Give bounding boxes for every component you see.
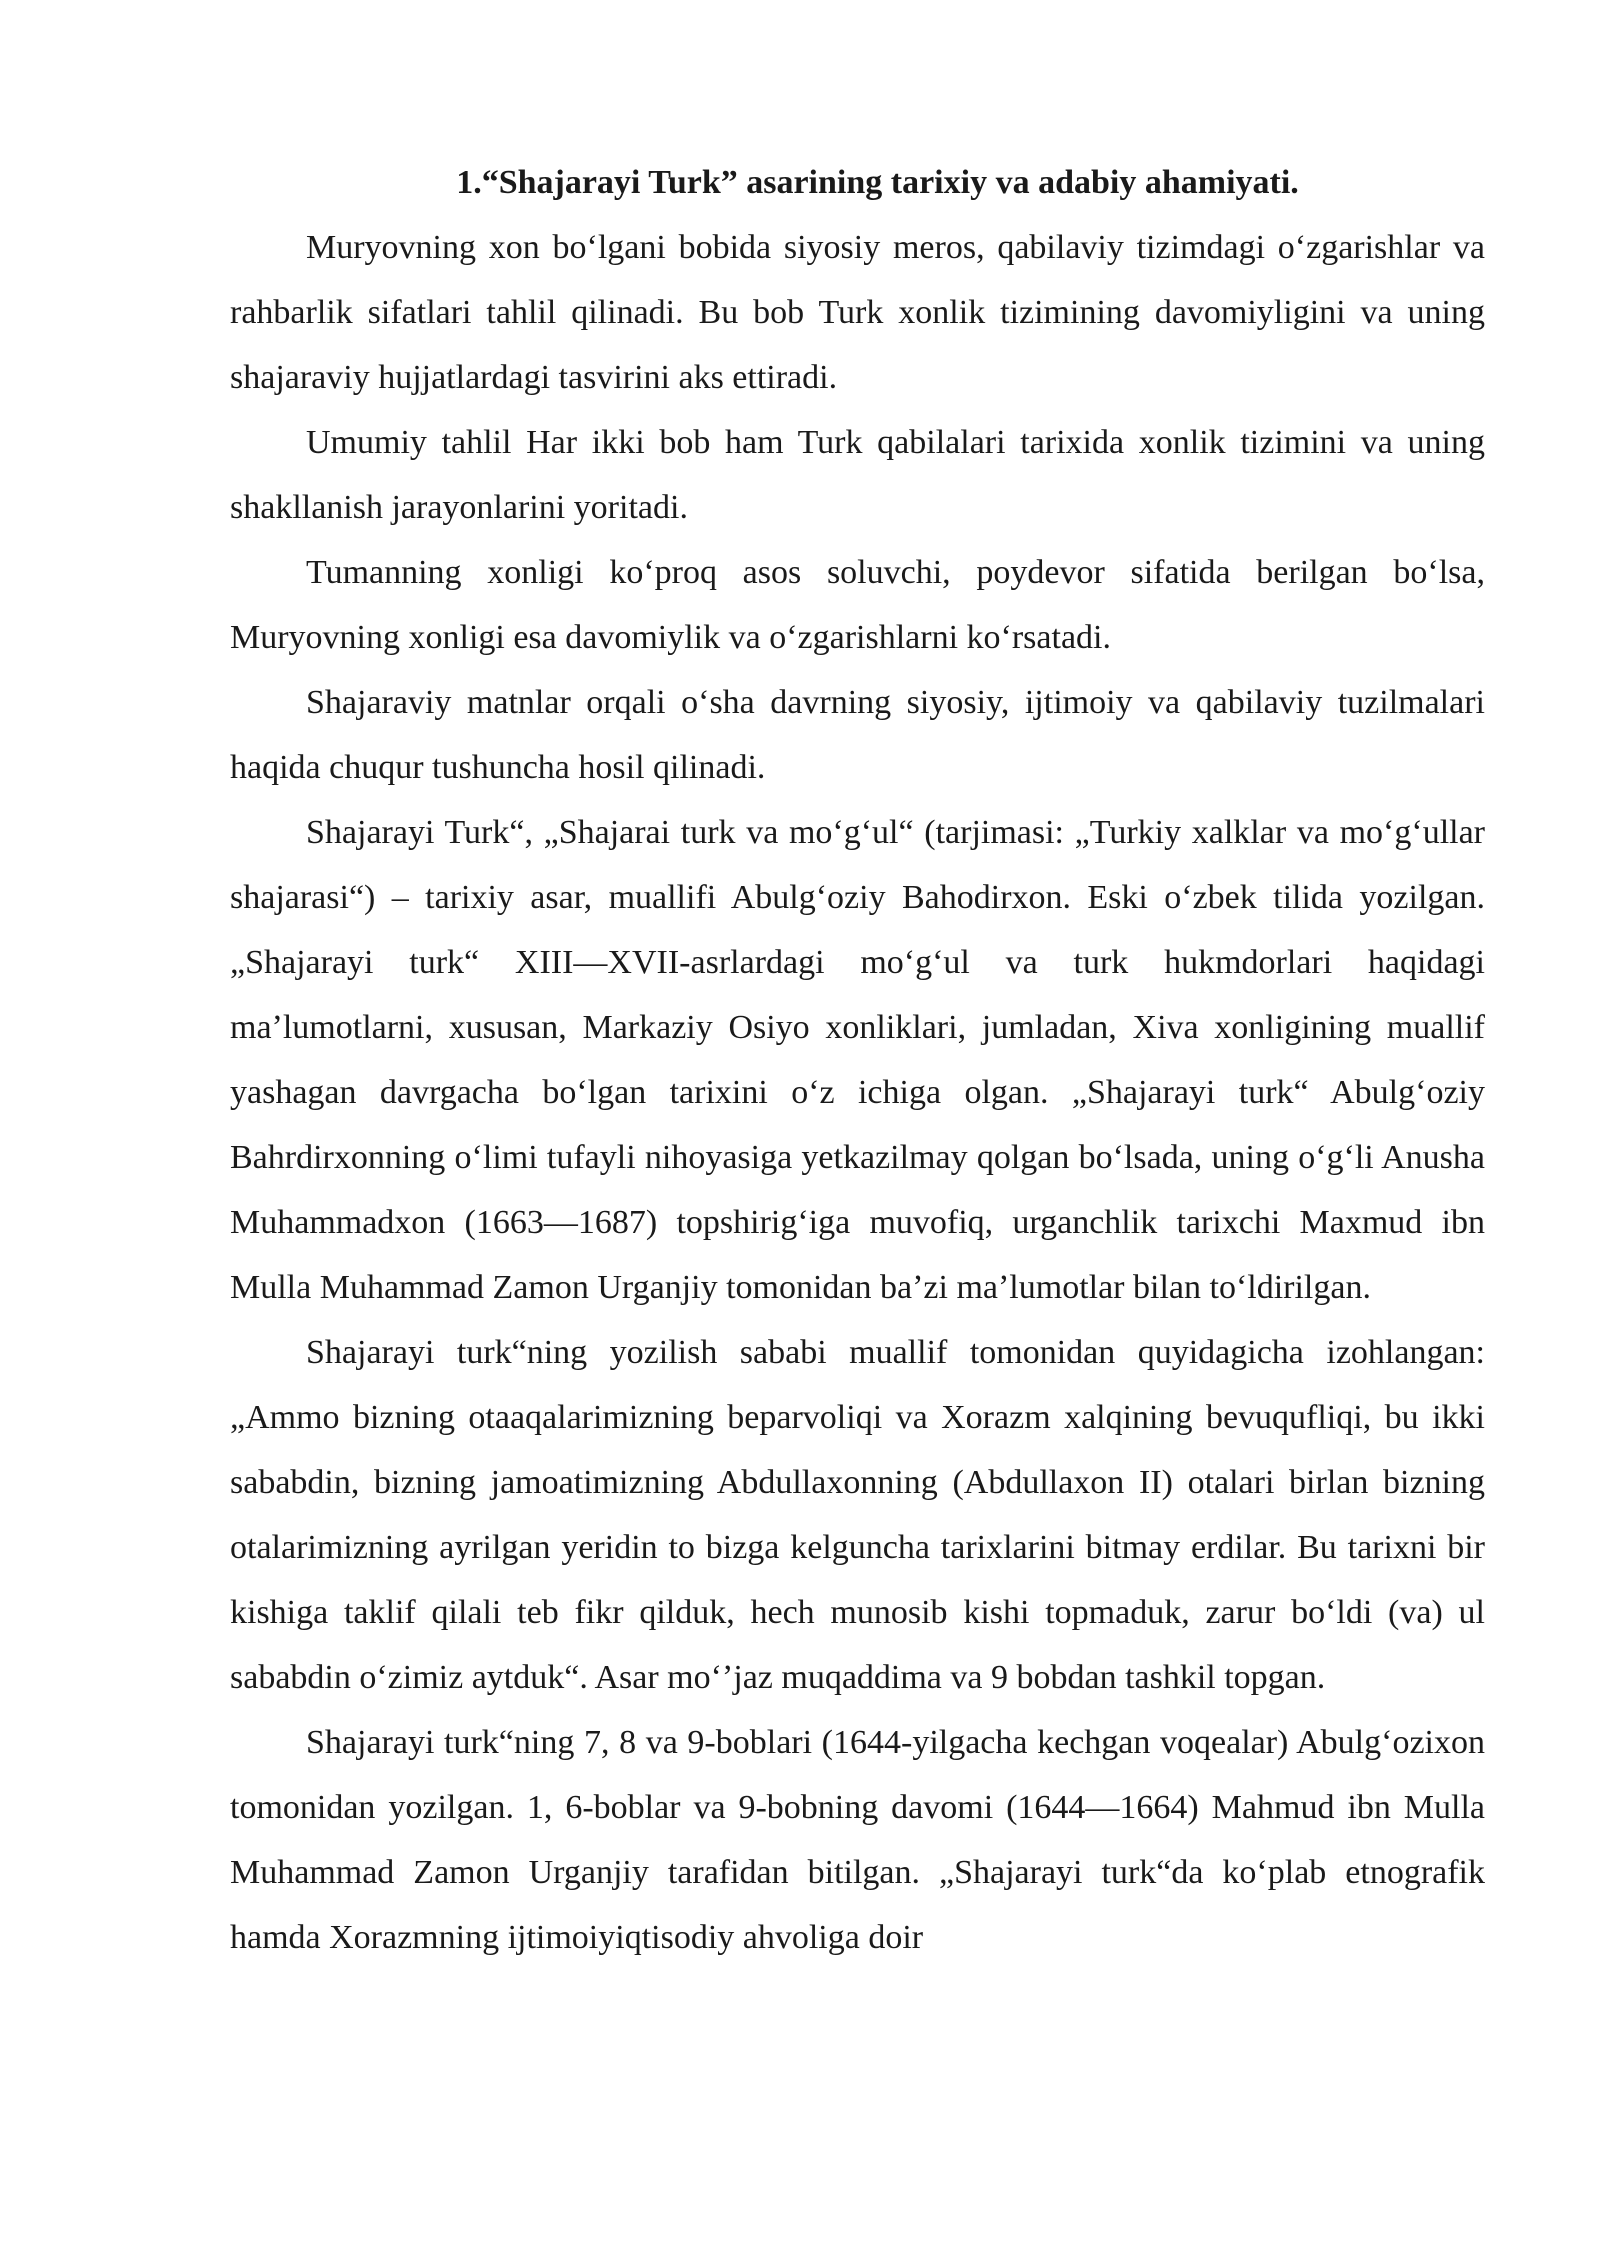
paragraph: Tumanning xonligi koʻproq asos soluvchi, poydevor sifatida berilgan boʻlsa, Muryovning xonligi esa davomiylik va oʻzgarishlarni koʻrsatadi.	[230, 554, 1485, 656]
paragraph: Shajaraviy matnlar orqali oʻsha davrning siyosiy, ijtimoiy va qabilaviy tuzilmalari haqida chuqur tushuncha hosil qilinadi.	[230, 684, 1485, 786]
paragraph: Shajarayi turk“ning yozilish sababi muallif tomonidan quyidagicha izohlangan: „Ammo bizning otaaqalarimizning beparvoliqi va Xorazm xalqining bevuqufliqi, bu ikki sababdin, bizning jamoatimizning Abdullaxonning (Abdullaxon II) otalari birlan bizning otalarimizning ayrilgan yeridin to bizga kelguncha tarixlarini bitmay erdilar. Bu tarixni bir kishiga taklif qilali teb fikr qilduk, hech munosib kishi topmaduk, zarur boʻldi (va) ul sababdin oʻzimiz aytduk“. Asar moʻʼjaz muqaddima va 9 bobdan tashkil topgan.	[230, 1334, 1485, 1696]
section-heading: 1.“Shajarayi Turk” asarining tarixiy va adabiy ahamiyati.	[456, 164, 1299, 201]
paragraph: Umumiy tahlil Har ikki bob ham Turk qabilalari tarixida xonlik tizimini va uning shakllanish jarayonlarini yoritadi.	[230, 424, 1485, 526]
paragraph: Muryovning xon boʻlgani bobida siyosiy meros, qabilaviy tizimdagi oʻzgarishlar va rahbarlik sifatlari tahlil qilinadi. Bu bob Turk xonlik tizimining davomiyligini va uning shajaraviy hujjatlardagi tasvirini aks ettiradi.	[230, 229, 1485, 396]
paragraph: Shajarayi turk“ning 7, 8 va 9-boblari (1644-yilgacha kechgan voqealar) Abulgʻozixon tomonidan yozilgan. 1, 6-boblar va 9-bobning davomi (1644—1664) Mahmud ibn Mulla Muhammad Zamon Urganjiy tarafidan bitilgan. „Shajarayi turk“da koʻplab etnografik hamda Xorazmning ijtimoiyiqtisodiy ahvoliga doir	[230, 1724, 1485, 1956]
document-page	[230, 150, 1485, 1970]
paragraph: Shajarayi Turk“, „Shajarai turk va moʻgʻul“ (tarjimasi: „Turkiy xalklar va moʻgʻullar shajarasi“) – tarixiy asar, muallifi Abulgʻoziy Bahodirxon. Eski oʻzbek tilida yozilgan. „Shajarayi turk“ XIII—XVII-asrlardagi moʻgʻul va turk hukmdorlari haqidagi maʼlumotlarni, xususan, Markaziy Osiyo xonliklari, jumladan, Xiva xonligining muallif yashagan davrgacha boʻlgan tarixini oʻz ichiga olgan. „Shajarayi turk“ Abulgʻoziy Bahrdirxonning oʻlimi tufayli nihoyasiga yetkazilmay qolgan boʻlsada, uning oʻgʻli Anusha Muhammadxon (1663—1687) topshirigʻiga muvofiq, urganchlik tarixchi Maxmud ibn Mulla Muhammad Zamon Urganjiy tomonidan baʼzi maʼlumotlar bilan toʻldirilgan.	[230, 814, 1485, 1306]
